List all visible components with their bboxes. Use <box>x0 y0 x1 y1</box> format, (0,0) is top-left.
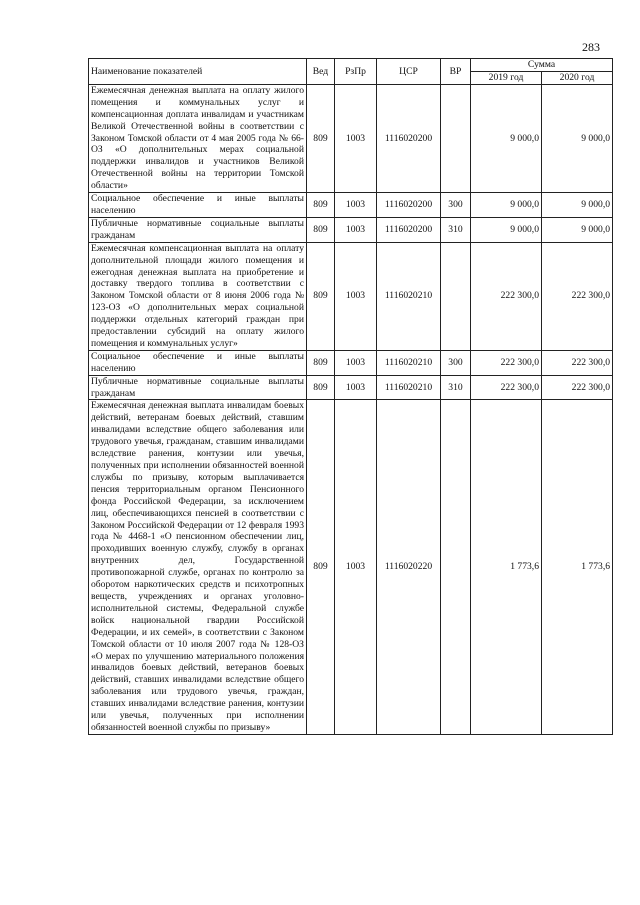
row-sum-2019: 9 000,0 <box>471 84 542 192</box>
row-sum-2019: 1 773,6 <box>471 400 542 734</box>
row-sum-2020: 222 300,0 <box>542 375 613 400</box>
header-rzpr: РзПр <box>335 59 377 85</box>
row-sum-2020: 9 000,0 <box>542 84 613 192</box>
row-csr: 1116020200 <box>377 84 441 192</box>
page-number: 283 <box>582 40 600 54</box>
row-csr: 1116020200 <box>377 193 441 218</box>
header-year-2019: 2019 год <box>471 72 542 85</box>
row-name: Ежемесячная компенсационная выплата на оплату дополнительной площади жилого помещения и ежегодная денежная выплата на приобретение и доставку твердого топлива в соответствии с Законом Томской области от 8 июня 2006 года № 123-ОЗ «О дополнительных мерах социальной поддержки отдельных категорий граждан при предоставлении субсидий на оплату жилого помещения и коммунальных услуг» <box>89 242 307 350</box>
row-ved: 809 <box>307 193 335 218</box>
row-csr: 1116020210 <box>377 375 441 400</box>
header-ved: Вед <box>307 59 335 85</box>
row-ved: 809 <box>307 375 335 400</box>
row-sum-2019: 222 300,0 <box>471 350 542 375</box>
row-vr: 300 <box>441 350 471 375</box>
row-vr: 310 <box>441 375 471 400</box>
table-row <box>89 193 613 218</box>
row-name: Социальное обеспечение и иные выплаты населению <box>89 350 307 375</box>
table-row <box>89 217 613 242</box>
row-sum-2020: 222 300,0 <box>542 350 613 375</box>
row-sum-2020: 9 000,0 <box>542 193 613 218</box>
row-name: Ежемесячная денежная выплата на оплату жилого помещения и коммунальных услуг и компенсационная доплата инвалидам и участникам Великой Отечественной войны в соответствии с Законом Томской области от 4 мая 2005 года № 66-ОЗ «О дополнительных мерах социальной поддержки инвалидов и участников Великой Отечественной войны на территории Томской области» <box>89 84 307 192</box>
row-sum-2020: 9 000,0 <box>542 217 613 242</box>
row-csr: 1116020220 <box>377 400 441 734</box>
row-sum-2019: 222 300,0 <box>471 242 542 350</box>
row-rzpr: 1003 <box>335 375 377 400</box>
header-year-2020: 2020 год <box>542 72 613 85</box>
row-vr: 310 <box>441 217 471 242</box>
row-sum-2020: 1 773,6 <box>542 400 613 734</box>
row-name: Публичные нормативные социальные выплаты гражданам <box>89 217 307 242</box>
row-csr: 1116020210 <box>377 242 441 350</box>
table-row <box>89 350 613 375</box>
row-sum-2019: 9 000,0 <box>471 193 542 218</box>
row-ved: 809 <box>307 350 335 375</box>
row-rzpr: 1003 <box>335 193 377 218</box>
budget-table <box>88 58 613 735</box>
row-sum-2020: 222 300,0 <box>542 242 613 350</box>
row-vr <box>441 84 471 192</box>
header-name: Наименование показателей <box>89 59 307 85</box>
row-sum-2019: 222 300,0 <box>471 375 542 400</box>
row-rzpr: 1003 <box>335 400 377 734</box>
header-vr: ВР <box>441 59 471 85</box>
row-name: Публичные нормативные социальные выплаты гражданам <box>89 375 307 400</box>
row-csr: 1116020210 <box>377 350 441 375</box>
row-vr <box>441 400 471 734</box>
row-vr: 300 <box>441 193 471 218</box>
row-rzpr: 1003 <box>335 242 377 350</box>
row-ved: 809 <box>307 242 335 350</box>
row-name: Социальное обеспечение и иные выплаты населению <box>89 193 307 218</box>
row-rzpr: 1003 <box>335 350 377 375</box>
row-ved: 809 <box>307 217 335 242</box>
row-vr <box>441 242 471 350</box>
table-row <box>89 84 613 192</box>
header-row <box>89 59 613 72</box>
row-name: Ежемесячная денежная выплата инвалидам боевых действий, ветеранам боевых действий, ставшим инвалидами вследствие общего заболевания или трудового увечья, гражданам, ставшим инвалидами вследствие ранения, контузии или увечья, полученных при исполнении обязанностей военной службы по призыву, которым выплачивается пенсия территориальным органом Пенсионного фонда Российской Федерации, за исключением лиц, обеспечивающихся пенсией в соответствии с Законом Российской Федерации от 12 февраля 1993 года № 4468-1 «О пенсионном обеспечении лиц, проходивших военную службу, службу в органах внутренних дел, Государственной противопожарной службе, органах по контролю за оборотом наркотических средств и психотропных веществ, учреждениях и органах уголовно-исполнительной системы, Федеральной службе войск национальной гвардии Российской Федерации, и их семей», в соответствии с Законом Томской области от 10 июля 2007 года № 128-ОЗ «О мерах по улучшению материального положения инвалидов боевых действий, ветеранов боевых действий, ставших инвалидами вследствие общего заболевания или трудового увечья, граждан, ставших инвалидами вследствие ранения, контузии или увечья, полученных при исполнении обязанностей военной службы по призыву» <box>89 400 307 734</box>
row-rzpr: 1003 <box>335 84 377 192</box>
row-sum-2019: 9 000,0 <box>471 217 542 242</box>
table-row <box>89 242 613 350</box>
table-row <box>89 375 613 400</box>
row-ved: 809 <box>307 84 335 192</box>
row-ved: 809 <box>307 400 335 734</box>
header-csr: ЦСР <box>377 59 441 85</box>
row-rzpr: 1003 <box>335 217 377 242</box>
table-row <box>89 400 613 734</box>
row-csr: 1116020200 <box>377 217 441 242</box>
header-sum: Сумма <box>471 59 613 72</box>
